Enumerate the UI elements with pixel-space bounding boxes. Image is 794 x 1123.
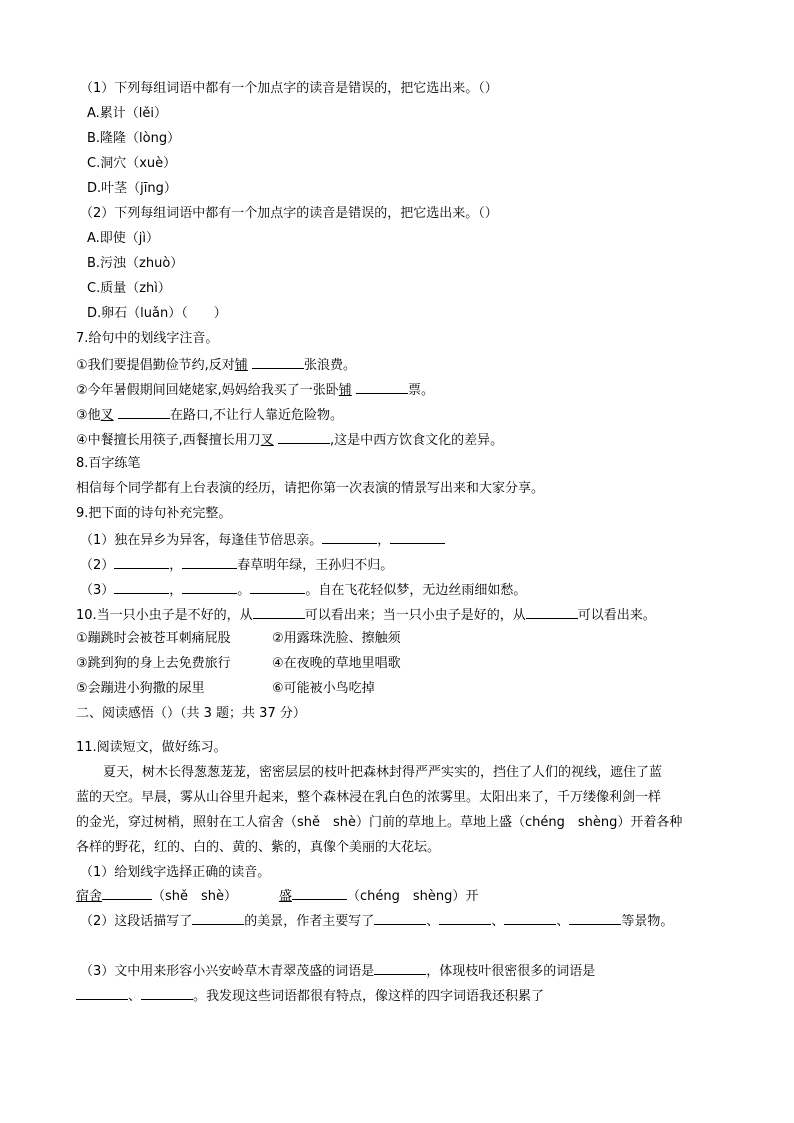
q8-text: 相信每个同学都有上台表演的经历，请把你第一次表演的情景写出来和大家分享。 [76, 481, 545, 496]
q9-title: 9.把下面的诗句补充完整。 [76, 506, 232, 521]
q11-sub-2-blank-4[interactable] [504, 911, 556, 925]
section-2-heading: 二、阅读感悟（）（共 3 题；共 37 分） [76, 706, 306, 721]
q9-blank-2a[interactable] [114, 555, 169, 569]
q7-item-4-underlined: 叉 [260, 433, 274, 448]
q11-passage-line-3: 的金光，穿过树梢，照射在工人宿舍（shě shè）门前的草地上。草地上盛（chéng shèng）开着各种 [76, 815, 683, 830]
q9-line-3: （3） ， 。 。自在飞花轻似梦，无边丝雨细如愁。 [80, 580, 526, 600]
q11-sub-2-blank-3[interactable] [439, 911, 491, 925]
q7-title: 7.给句中的划线字注音。 [76, 331, 219, 346]
q6-p2-option-a: A.即使（jì） [87, 231, 160, 246]
q9-line-1: （1）独在异乡为异客，每逢佳节倍思亲。 ， [80, 530, 445, 550]
q11-sub-3-blank-3[interactable] [141, 986, 193, 1000]
q9-blank-3b[interactable] [182, 580, 237, 594]
q6-p2-option-c: C.质量（zhì） [87, 281, 171, 296]
q11-sub-2-blank-2[interactable] [374, 911, 426, 925]
q9-line-2: （2） ， 春草明年绿，王孙归不归。 [80, 555, 393, 575]
q7-item-4-blank[interactable] [278, 430, 330, 444]
q11-passage-line-4: 各样的野花，红的、白的、黄的、紫的，真像个美丽的大花坛。 [76, 840, 441, 855]
q11-sub-3-cont: 、 。我发现这些词语都很有特点，像这样的四字词语我还积累了 [76, 986, 544, 1006]
q8-title: 8.百字练笔 [76, 456, 141, 471]
q6-p2-option-b: B.污浊（zhuò） [87, 256, 184, 271]
q6-p1-option-d: D.叶茎（jīng） [87, 181, 177, 196]
q11-sub-3: （3）文中用来形容小兴安岭草木青翠茂盛的词语是 ，体现枝叶很密很多的词语是 [80, 961, 595, 981]
q10-blank-1[interactable] [253, 605, 305, 619]
q9-blank-3c[interactable] [250, 580, 305, 594]
q9-blank-1b[interactable] [390, 530, 445, 544]
q10-stem: 10.当一只小虫子是不好的，从 可以看出来；当一只小虫子是好的，从 可以看出来。 [76, 605, 656, 625]
q11-sub-2: （2）这段话描写了 的美景，作者主要写了 、 、 、 等景物。 [80, 911, 673, 931]
q11-sub-3-blank-1[interactable] [374, 961, 426, 975]
q7-item-3-underlined: 叉 [100, 408, 114, 423]
q11-sub-1-a-blank[interactable] [102, 886, 152, 900]
q6-p2-stem: （2）下列每组词语中都有一个加点字的读音是错误的，把它选出来。（） [80, 206, 498, 221]
q7-item-1-underlined: 铺 [234, 358, 248, 373]
q7-item-3-blank[interactable] [118, 405, 170, 419]
q11-sub-1-b-word: 盛 [279, 889, 293, 904]
q9-blank-3a[interactable] [114, 580, 169, 594]
q11-title: 11.阅读短文，做好练习。 [76, 740, 227, 755]
q6-p2-option-d: D.卵石（luǎn）（ ） [87, 306, 227, 321]
q11-sub-1-b: 盛 （chéng shèng）开 [279, 886, 478, 906]
q11-passage-line-2: 蓝的天空。早晨，雾从山谷里升起来，整个森林浸在乳白色的浓雾里。太阳出来了，千万缕像利剑一样 [76, 790, 662, 805]
q11-sub-1-a: 宿舍 （shě shè） [76, 886, 237, 906]
q11-sub-1: （1）给划线字选择正确的读音。 [80, 865, 271, 880]
q11-sub-2-blank-5[interactable] [569, 911, 621, 925]
q10-option-5: ⑤会蹦进小狗撒的尿里 [76, 681, 205, 696]
q9-blank-1a[interactable] [322, 530, 377, 544]
q7-item-2-blank[interactable] [356, 380, 408, 394]
q6-p1-stem: （1）下列每组词语中都有一个加点字的读音是错误的，把它选出来。（） [80, 81, 498, 96]
q10-blank-2[interactable] [526, 605, 578, 619]
q7-item-2: ②今年暑假期间回姥姥家,妈妈给我买了一张卧铺 票。 [76, 380, 434, 400]
q7-item-3: ③他叉 在路口,不让行人靠近危险物。 [76, 405, 343, 425]
q6-p1-option-b: B.隆隆（lòng） [87, 131, 181, 146]
q11-sub-1-a-word: 宿舍 [76, 889, 103, 904]
q10-option-6: ⑥可能被小鸟吃掉 [272, 681, 375, 696]
q10-option-4: ④在夜晚的草地里唱歌 [272, 656, 401, 671]
q7-item-1: ①我们要提倡勤俭节约,反对铺 张浪费。 [76, 355, 356, 375]
q10-option-2: ②用露珠洗脸、擦触须 [272, 631, 401, 646]
q9-blank-2b[interactable] [182, 555, 237, 569]
q11-sub-2-blank-1[interactable] [192, 911, 244, 925]
q7-item-1-blank[interactable] [252, 355, 304, 369]
q7-item-4: ④中餐擅长用筷子,西餐擅长用刀叉 ,这是中西方饮食文化的差异。 [76, 430, 503, 450]
q6-p1-option-a: A.累计（lěi） [87, 106, 168, 121]
q6-p1-option-c: C.洞穴（xuè） [87, 156, 177, 171]
q7-item-2-underlined: 铺 [338, 383, 352, 398]
q10-option-1: ①蹦跳时会被苍耳刺痛屁股 [76, 631, 231, 646]
q11-passage-line-1: 夏天，树木长得葱葱茏茏，密密层层的枝叶把森林封得严严实实的，挡住了人们的视线，遮住了蓝 [103, 765, 663, 780]
q11-sub-3-blank-2[interactable] [76, 986, 128, 1000]
q11-sub-1-b-blank[interactable] [292, 886, 347, 900]
q10-option-3: ③跳到狗的身上去免费旅行 [76, 656, 231, 671]
